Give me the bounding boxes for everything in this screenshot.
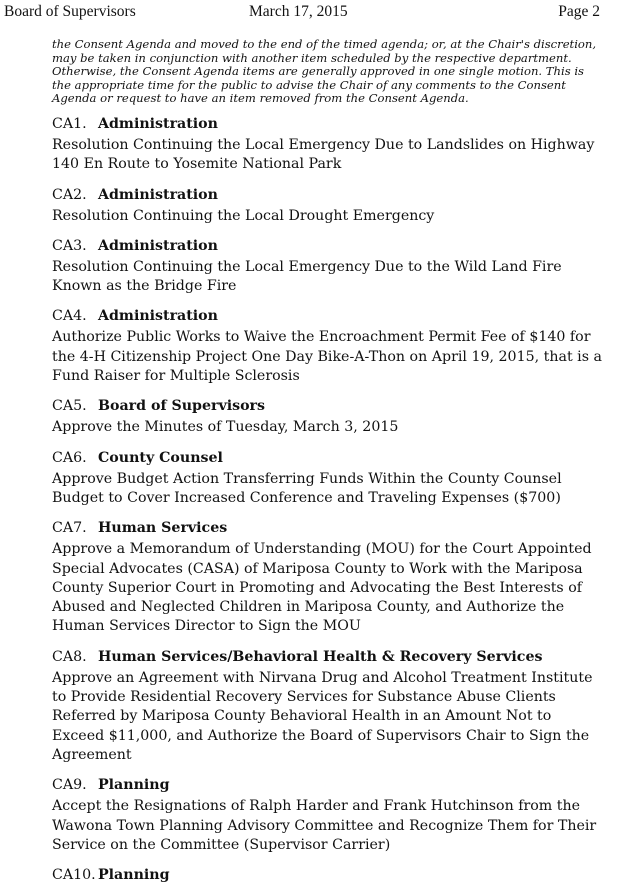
agenda-item-heading xyxy=(52,186,602,204)
agenda-item-number: CA5. xyxy=(52,398,87,415)
agenda-item-number: CA3. xyxy=(52,237,87,254)
agenda-item-description: Resolution Continuing the Local Drought Emergency xyxy=(52,207,435,224)
agenda-item xyxy=(52,648,602,765)
agenda-item-department: Human Services xyxy=(98,520,228,537)
agenda-item xyxy=(52,776,602,855)
agenda-item xyxy=(52,866,602,884)
agenda-item-heading xyxy=(52,648,602,666)
agenda-item-heading xyxy=(52,449,602,467)
page-header xyxy=(0,3,620,23)
agenda-item-heading xyxy=(52,866,602,884)
agenda-item-department: Human Services/Behavioral Health & Recovery Services xyxy=(98,648,543,665)
agenda-item-department: Planning xyxy=(98,777,170,794)
agenda-item-department: Board of Supervisors xyxy=(98,398,266,415)
agenda-item-number: CA9. xyxy=(52,777,87,794)
agenda-item xyxy=(52,307,602,386)
agenda-item-department: Administration xyxy=(98,186,218,203)
agenda-item xyxy=(52,519,602,636)
agenda-item-heading xyxy=(52,115,602,133)
agenda-item xyxy=(52,115,602,175)
agenda-item-description: Resolution Continuing the Local Emergency Due to the Wild Land Fire Known as the Bridge Fire xyxy=(52,258,562,295)
agenda-item-department: Planning xyxy=(98,867,170,884)
agenda-item-number: CA10. xyxy=(52,867,96,884)
agenda-item-heading xyxy=(52,237,602,255)
agenda-item-department: Administration xyxy=(98,237,218,254)
agenda-item xyxy=(52,397,602,437)
agenda-item-number: CA2. xyxy=(52,186,87,203)
agenda-item-description: Approve a Memorandum of Understanding (MOU) for the Court Appointed Special Advocates (CASA) of Mariposa County to Work with the Mariposa County Superior Court in Promoting and Advocating the Best Interests of Abused and Neglected Children in Mariposa County, and Authorize the Human Services Director to Sign the MOU xyxy=(52,541,592,635)
header-page-number: Page 2 xyxy=(558,3,600,20)
agenda-item-number: CA7. xyxy=(52,520,87,537)
agenda-item-number: CA4. xyxy=(52,308,87,325)
agenda-item-heading xyxy=(52,397,602,415)
agenda-item xyxy=(52,237,602,297)
agenda-item-description: Accept the Resignations of Ralph Harder and Frank Hutchinson from the Wawona Town Planning Advisory Committee and Recognize Them for Their Service on the Committee (Supervisor Carrier) xyxy=(52,798,597,853)
agenda-item-description: Approve the Minutes of Tuesday, March 3, 2015 xyxy=(52,419,399,436)
agenda-item-department: Administration xyxy=(98,116,218,132)
header-date: March 17, 2015 xyxy=(249,3,348,20)
consent-agenda-items xyxy=(52,115,602,884)
consent-agenda-intro: the Consent Agenda and moved to the end of the timed agenda; or, at the Chair's discretion, may be taken in conjunction with another item scheduled by the respective department. Otherwise, the Consent Agenda items are generally approved in one single motion. This is the appropriate time for the public to advise the Chair of any comments to the Consent Agenda or request to have an item removed from the Consent Agenda. xyxy=(52,37,597,106)
header-board-name: Board of Supervisors xyxy=(4,3,136,20)
agenda-item-number: CA1. xyxy=(52,116,87,132)
agenda-item-number: CA8. xyxy=(52,648,87,665)
agenda-item-number: CA6. xyxy=(52,449,87,466)
agenda-item xyxy=(52,449,602,509)
agenda-item-heading xyxy=(52,776,602,794)
agenda-item-department: County Counsel xyxy=(98,449,223,466)
agenda-item-department: Administration xyxy=(98,308,218,325)
agenda-item-description: Resolution Continuing the Local Emergency Due to Landslides on Highway 140 En Route to Yosemite National Park xyxy=(52,137,595,173)
agenda-item-heading xyxy=(52,307,602,325)
agenda-item-description: Approve Budget Action Transferring Funds Within the County Counsel Budget to Cover Increased Conference and Traveling Expenses ($700) xyxy=(52,470,562,506)
agenda-item xyxy=(52,186,602,226)
agenda-item-description: Approve an Agreement with Nirvana Drug and Alcohol Treatment Institute to Provide Residential Recovery Services for Substance Abuse Clients Referred by Mariposa County Behavioral Health in an Amount Not to Exceed $11,000, and Authorize the Board of Supervisors Chair to Sign the Agreement xyxy=(52,669,593,763)
agenda-item-description: Authorize Public Works to Waive the Encroachment Permit Fee of $140 for the 4-H Citizenship Project One Day Bike-A-Thon on April 19, 2015, that is a Fund Raiser for Multiple Sclerosis xyxy=(52,329,602,385)
agenda-item-heading xyxy=(52,519,602,537)
